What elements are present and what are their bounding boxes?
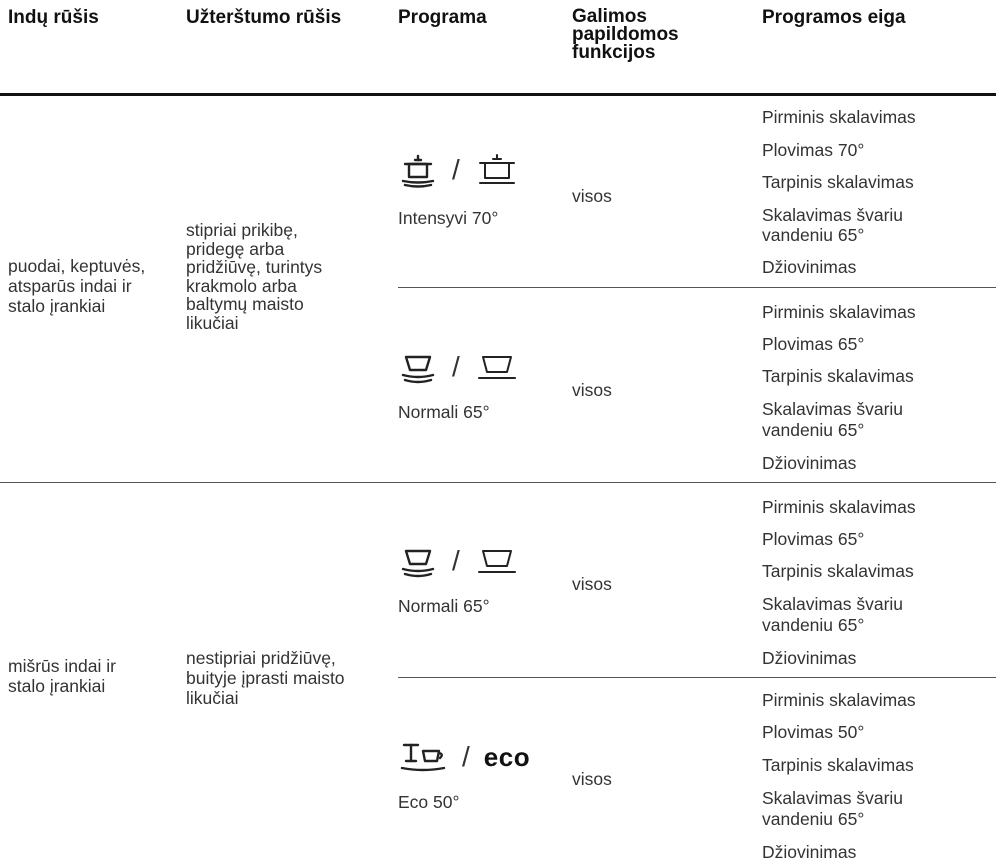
program-symbols-normal: / [398,347,520,387]
bowl-outline-icon [474,347,520,387]
bowl-icon [398,347,438,387]
header-program-flow: Programos eiga [762,7,906,28]
soil-type-group-2: nestipriai pridžiūvę, buityje įprasti maisto likučiai [186,648,345,708]
extra-functions-value: visos [572,574,612,594]
program-name: Eco 50° [398,792,460,812]
program-divider [398,287,996,288]
program-name: Normali 65° [398,402,490,422]
extra-functions-value: visos [572,769,612,789]
header-divider [0,93,996,96]
program-symbols-eco: / eco [398,737,530,777]
header-dish-type: Indų rūšis [8,7,99,28]
header-extra-functions: Galimos papildomos funkcijos [572,6,679,63]
soil-type-group-1: stipriai prikibę, pridegę arba pridžiūvę, turintys krakmolo arba baltymų maisto likučiai [186,220,323,333]
program-name: Normali 65° [398,596,490,616]
pot-outline-icon [474,150,520,190]
eco-label: eco [483,741,531,772]
extra-functions-value: visos [572,380,612,400]
program-divider [398,677,996,678]
group-divider [0,482,996,483]
program-symbols-normal: / [398,541,520,581]
extra-functions-value: visos [572,186,612,206]
dish-type-group-2: mišrūs indai ir stalo įrankiai [8,656,116,696]
glass-cup-icon [398,737,448,777]
header-program: Programa [398,7,487,28]
program-name: Intensyvi 70° [398,208,499,228]
bowl-icon [398,541,438,581]
pot-icon [398,150,438,190]
program-symbols-intensive: / [398,150,520,190]
dish-type-group-1: puodai, keptuvės, atsparūs indai ir stalo įrankiai [8,256,146,316]
bowl-outline-icon [474,541,520,581]
header-soil-type: Užterštumo rūšis [186,7,342,28]
